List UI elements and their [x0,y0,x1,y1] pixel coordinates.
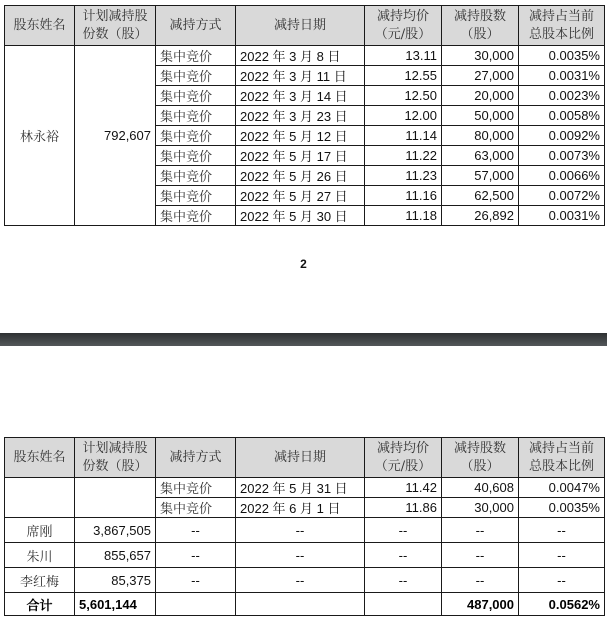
price-cell: 12.50 [365,86,442,106]
ratio-cell: 0.0072% [519,186,605,206]
date-cell: 2022 年 3 月 11 日 [236,66,365,86]
date-cell: 2022 年 5 月 26 日 [236,166,365,186]
method-cell: -- [156,568,236,593]
shareholder-name-cell: 朱川 [5,543,75,568]
price-cell: 11.42 [365,478,442,498]
table-row [5,518,605,543]
method-cell: 集中竞价 [156,146,236,166]
date-cell: 2022 年 5 月 17 日 [236,146,365,166]
ratio-cell: 0.0066% [519,166,605,186]
shares-cell: 20,000 [442,86,519,106]
shareholder-name-cell: 李红梅 [5,568,75,593]
ratio-cell: -- [519,543,605,568]
total-ratio: 0.0562% [519,593,605,616]
total-method-empty [156,593,236,616]
header-shareholder-name: 股东姓名 [5,6,75,46]
header-date: 减持日期 [236,6,365,46]
date-cell: -- [236,568,365,593]
header-ratio: 减持占当前 总股本比例 [519,6,605,46]
total-row [5,593,605,616]
page-separator [0,333,607,346]
reduction-table-page-1 [4,5,605,226]
date-cell: 2022 年 5 月 27 日 [236,186,365,206]
price-cell: 13.11 [365,46,442,66]
method-cell: 集中竞价 [156,46,236,66]
ratio-cell: 0.0023% [519,86,605,106]
ratio-cell: 0.0073% [519,146,605,166]
header-shareholder-name: 股东姓名 [5,438,75,478]
header-date: 减持日期 [236,438,365,478]
method-cell: -- [156,518,236,543]
shares-cell: 62,500 [442,186,519,206]
date-cell: 2022 年 3 月 8 日 [236,46,365,66]
price-cell: -- [365,568,442,593]
planned-shares-cell: 855,657 [75,543,156,568]
header-planned-shares: 计划减持股 份数（股） [75,6,156,46]
header-ratio: 减持占当前 总股本比例 [519,438,605,478]
shares-cell: 30,000 [442,498,519,518]
method-cell: 集中竞价 [156,126,236,146]
header-avg-price: 减持均价 （元/股） [365,438,442,478]
header-planned-shares: 计划减持股 份数（股） [75,438,156,478]
total-planned-shares: 5,601,144 [75,593,156,616]
price-cell: 12.00 [365,106,442,126]
page-number: 2 [300,257,307,271]
shares-cell: 26,892 [442,206,519,226]
reduction-table-page-2 [4,437,605,616]
total-date-empty [236,593,365,616]
shareholder-name-cell: 林永裕 [5,46,75,226]
shareholder-name-cell-continued [5,478,75,518]
total-label: 合计 [5,593,75,616]
ratio-cell: -- [519,568,605,593]
table-row [5,568,605,593]
ratio-cell: 0.0031% [519,206,605,226]
method-cell: -- [156,543,236,568]
shares-cell: 30,000 [442,46,519,66]
table-header-row [5,6,605,46]
method-cell: 集中竞价 [156,106,236,126]
table-row [5,46,605,66]
price-cell: 12.55 [365,66,442,86]
table-row [5,478,605,498]
table-header-row [5,438,605,478]
shares-cell: -- [442,568,519,593]
date-cell: 2022 年 5 月 12 日 [236,126,365,146]
shares-cell: -- [442,518,519,543]
date-cell: 2022 年 6 月 1 日 [236,498,365,518]
planned-shares-cell: 3,867,505 [75,518,156,543]
ratio-cell: 0.0047% [519,478,605,498]
planned-shares-cell: 85,375 [75,568,156,593]
table-row [5,543,605,568]
method-cell: 集中竞价 [156,86,236,106]
price-cell: 11.16 [365,186,442,206]
date-cell: -- [236,543,365,568]
shares-cell: 40,608 [442,478,519,498]
price-cell: 11.86 [365,498,442,518]
shares-cell: 27,000 [442,66,519,86]
price-cell: -- [365,518,442,543]
header-shares-reduced: 减持股数 （股） [442,6,519,46]
ratio-cell: -- [519,518,605,543]
shares-cell: 57,000 [442,166,519,186]
planned-shares-cell-continued [75,478,156,518]
ratio-cell: 0.0058% [519,106,605,126]
total-shares-reduced: 487,000 [442,593,519,616]
method-cell: 集中竞价 [156,166,236,186]
header-method: 减持方式 [156,438,236,478]
header-shares-reduced: 减持股数 （股） [442,438,519,478]
price-cell: 11.18 [365,206,442,226]
date-cell: 2022 年 3 月 23 日 [236,106,365,126]
method-cell: 集中竞价 [156,478,236,498]
header-avg-price: 减持均价 （元/股） [365,6,442,46]
method-cell: 集中竞价 [156,206,236,226]
ratio-cell: 0.0092% [519,126,605,146]
ratio-cell: 0.0035% [519,498,605,518]
date-cell: 2022 年 3 月 14 日 [236,86,365,106]
price-cell: 11.23 [365,166,442,186]
planned-shares-cell: 792,607 [75,46,156,226]
ratio-cell: 0.0035% [519,46,605,66]
shares-cell: 80,000 [442,126,519,146]
shares-cell: 50,000 [442,106,519,126]
method-cell: 集中竞价 [156,186,236,206]
total-price-empty [365,593,442,616]
ratio-cell: 0.0031% [519,66,605,86]
price-cell: 11.14 [365,126,442,146]
shares-cell: -- [442,543,519,568]
header-method: 减持方式 [156,6,236,46]
price-cell: 11.22 [365,146,442,166]
method-cell: 集中竞价 [156,498,236,518]
date-cell: 2022 年 5 月 30 日 [236,206,365,226]
date-cell: 2022 年 5 月 31 日 [236,478,365,498]
date-cell: -- [236,518,365,543]
method-cell: 集中竞价 [156,66,236,86]
shareholder-name-cell: 席刚 [5,518,75,543]
shares-cell: 63,000 [442,146,519,166]
price-cell: -- [365,543,442,568]
